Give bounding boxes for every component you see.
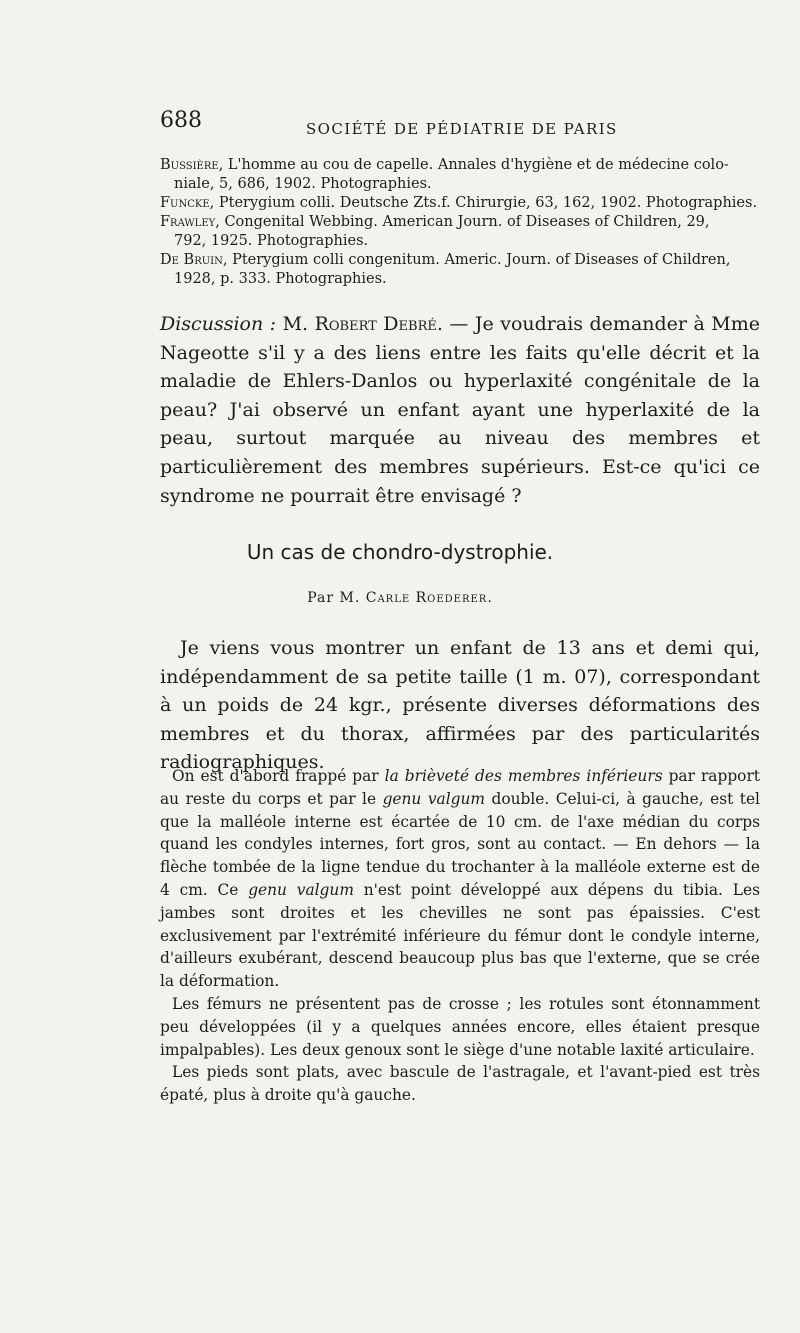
text-run: par rapport au reste du corps et par le [160,767,760,808]
reference-list [160,156,760,289]
article-byline [0,590,800,606]
reference-text-cont: niale, 5, 686, 1902. Photographies. [174,176,432,192]
byline-author: Carle Roederer. [365,590,493,606]
reference-text: Pterygium colli congenitum. Americ. Journ. of Diseases of Children, [232,252,731,268]
text-run: n'est point développé aux dépens du tibia. Les jambes sont droites et les chevilles ne sont pas épaissies. C'est exclusivement par l'extrémité inférieure du fémur dont le condyle interne, d'ailleurs exubérant, descend beaucoup plus bas que l'externe, que se crée la déformation. [160,880,760,991]
body-paragraph: Les fémurs ne présentent pas de crosse ; les rotules sont étonnamment peu développées (il y a quelques années encore, elles étaient presque impalpables). Les deux genoux sont le siège d'une notable laxité articulaire. [160,994,760,1059]
reference-item [160,213,760,251]
body-paragraph [160,765,760,993]
reference-text-cont: 792, 1925. Photographies. [174,233,369,249]
page-number: 688 [160,108,202,133]
reference-item [160,194,760,213]
reference-text: L'homme au cou de capelle. Annales d'hygiène et de médecine colo- [227,157,729,173]
article-intro: Je viens vous montrer un enfant de 13 ans et demi qui, indépendamment de sa petite taille (1 m. 07), correspondant à un poids de 24 kgr., présente diverses déformations des membres et du thorax, affirmées par des particularités radiographiques. [160,637,760,774]
reference-text: Pterygium colli. Deutsche Zts.f. Chirurgie, 63, 162, 1902. Photographies. [218,195,758,211]
reference-text: Congenital Webbing. American Journ. of Diseases of Children, 29, [224,214,710,230]
reference-author: Funcke, [160,195,215,211]
page-header [160,108,760,148]
discussion-text: — Je voudrais demander à Mme Nageotte s'il y a des liens entre les faits qu'elle décrit et la maladie de Ehlers-Danlos ou hyperlaxité congénitale de la peau? J'ai observé un enfant ayant une hyperlaxité de la peau, surtout marquée au niveau des membres et particulièrement des membres supérieurs. Est-ce qu'ici ce syndrome ne pourrait être envisagé ? [160,313,761,507]
reference-text-cont: 1928, p. 333. Photographies. [174,271,387,287]
byline-prefix: Par M. [307,590,361,606]
reference-item [160,251,760,289]
emphasis: la brièveté des membres inférieurs [384,767,663,785]
reference-author: De Bruin, [160,252,228,268]
text-run: On est d'abord frappé par [172,767,385,785]
reference-author: Frawley, [160,214,220,230]
reference-author: Bussière, [160,157,224,173]
emphasis: genu valgum [248,880,354,899]
discussion-speaker: M. Robert Debré. [282,313,443,335]
discussion-paragraph [160,310,760,510]
discussion-label: Discussion : [160,313,277,335]
reference-item [160,156,760,194]
article-body [160,765,760,1107]
text-run: double. Celui-ci, à gauche, est tel que la malléole interne est écartée de 10 cm. de l'axe médian du corps quand les condyles internes, fort gros, sont au contact. — En dehors — la flèche tombée de la ligne tendue du trochanter à la malléole externe est de 4 cm. Ce [160,789,760,899]
article-title: Un cas de chondro-dystrophie. [246,540,554,564]
running-title: SOCIÉTÉ DE PÉDIATRIE DE PARIS [306,120,618,138]
emphasis: genu valgum [382,789,485,808]
body-paragraph: Les pieds sont plats, avec bascule de l'astragale, et l'avant-pied est très épaté, plus à droite qu'à gauche. [160,1063,760,1105]
